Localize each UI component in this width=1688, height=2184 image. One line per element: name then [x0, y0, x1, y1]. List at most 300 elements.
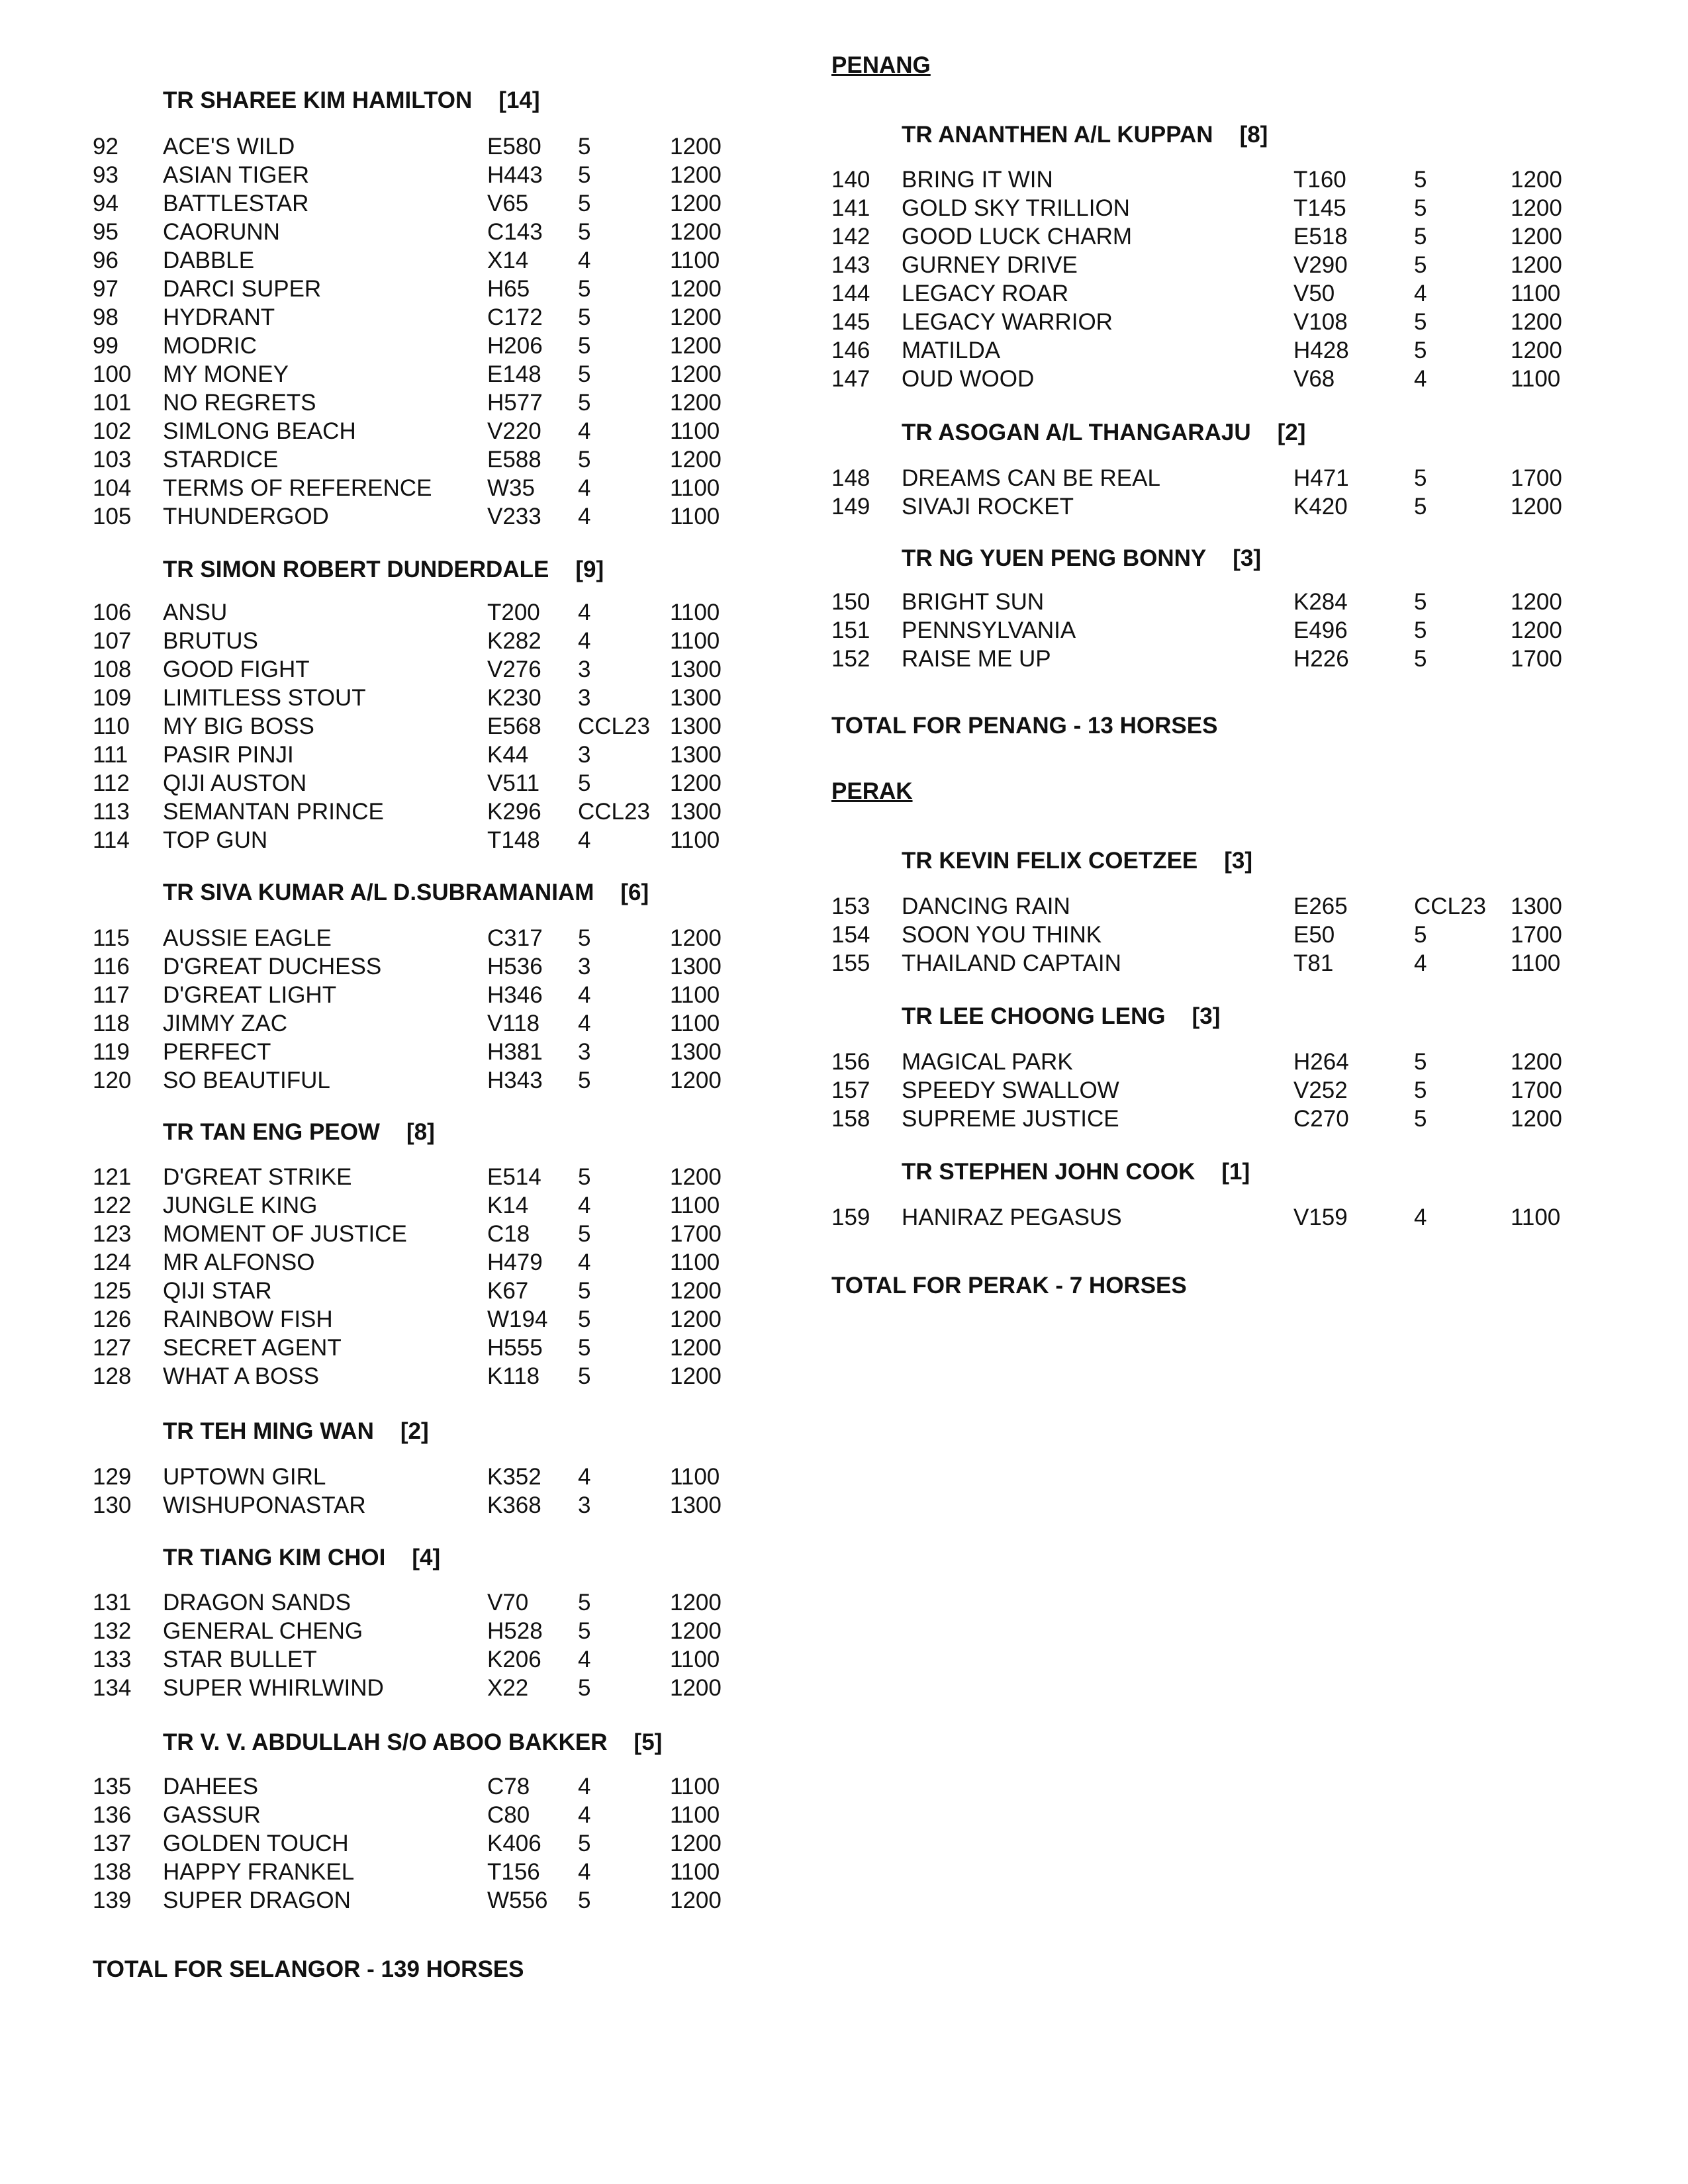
- horse-rating: 1200: [1511, 252, 1562, 278]
- horse-number: 149: [831, 494, 870, 520]
- horse-code: H346: [487, 982, 543, 1008]
- horse-age: 4: [578, 1464, 591, 1490]
- horse-age: 4: [578, 1011, 591, 1036]
- horse-name: SUPER DRAGON: [163, 1888, 351, 1913]
- horse-number: 120: [93, 1068, 132, 1093]
- trainer-heading: TR SIVA KUMAR A/L D.SUBRAMANIAM [6]: [163, 880, 649, 905]
- horse-rating: 1200: [670, 134, 722, 159]
- horse-code: C143: [487, 219, 543, 245]
- horse-rating: 1200: [670, 276, 722, 302]
- horse-number: 151: [831, 617, 870, 643]
- horse-name: TERMS OF REFERENCE: [163, 475, 432, 501]
- section-title-penang: PENANG: [831, 52, 931, 78]
- horse-name: TOP GUN: [163, 827, 268, 853]
- horse-rating: 1200: [670, 1888, 722, 1913]
- horse-row: [831, 892, 1626, 921]
- horse-code: H428: [1293, 338, 1349, 363]
- horse-number: 136: [93, 1802, 132, 1828]
- horse-rating: 1200: [670, 162, 722, 188]
- horse-age: 4: [578, 248, 591, 273]
- horse-age: 4: [1414, 1205, 1427, 1230]
- trainer-heading: TR STEPHEN JOHN COOK [1]: [902, 1159, 1250, 1185]
- trainer-heading: TR KEVIN FELIX COETZEE [3]: [902, 848, 1253, 874]
- horse-number: 134: [93, 1675, 132, 1701]
- horse-code: V220: [487, 418, 541, 444]
- horse-code: T200: [487, 600, 540, 625]
- horse-rating: 1100: [670, 982, 720, 1008]
- horse-code: H264: [1293, 1049, 1349, 1075]
- horse-rating: 1200: [1511, 1106, 1562, 1132]
- horse-age: 5: [578, 1831, 591, 1856]
- horse-number: 126: [93, 1306, 132, 1332]
- horse-rating: 1200: [670, 1363, 722, 1389]
- horse-code: T81: [1293, 950, 1334, 976]
- horse-code: H443: [487, 162, 543, 188]
- horse-row: [831, 921, 1626, 949]
- trainer-heading: TR LEE CHOONG LENG [3]: [902, 1003, 1221, 1029]
- trainer-heading: TR NG YUEN PENG BONNY [3]: [902, 545, 1262, 571]
- horse-age: 3: [578, 685, 591, 711]
- horse-number: 97: [93, 276, 118, 302]
- horse-number: 142: [831, 224, 870, 250]
- horse-rating: 1200: [670, 1306, 722, 1332]
- horse-row: [831, 1105, 1626, 1133]
- horse-number: 101: [93, 390, 132, 416]
- horse-name: BATTLESTAR: [163, 191, 309, 216]
- horse-row: [93, 1305, 821, 1334]
- horse-name: SEMANTAN PRINCE: [163, 799, 384, 825]
- total-penang: TOTAL FOR PENANG - 13 HORSES: [831, 713, 1218, 739]
- horse-code: V252: [1293, 1077, 1348, 1103]
- horse-number: 94: [93, 191, 118, 216]
- horse-name: GURNEY DRIVE: [902, 252, 1078, 278]
- horse-name: THAILAND CAPTAIN: [902, 950, 1121, 976]
- horse-name: STAR BULLET: [163, 1647, 317, 1672]
- horse-age: 4: [578, 1774, 591, 1799]
- horse-rating: 1200: [670, 925, 722, 951]
- horse-age: 5: [578, 1306, 591, 1332]
- horse-rating: 1300: [1511, 893, 1562, 919]
- horse-row: [831, 645, 1626, 673]
- horse-number: 141: [831, 195, 870, 221]
- horse-name: MATILDA: [902, 338, 1001, 363]
- horse-row: [93, 598, 821, 627]
- horse-code: X22: [487, 1675, 529, 1701]
- horse-row: [831, 1203, 1626, 1232]
- horse-code: V108: [1293, 309, 1348, 335]
- trainer-heading: TR SIMON ROBERT DUNDERDALE [9]: [163, 557, 604, 582]
- horse-code: K14: [487, 1193, 529, 1218]
- horse-row: [93, 1009, 821, 1038]
- horse-row: [831, 464, 1626, 492]
- horse-age: 5: [578, 1221, 591, 1247]
- horse-rating: 1200: [670, 304, 722, 330]
- horse-age: 5: [578, 1335, 591, 1361]
- horse-age: CCL23: [578, 713, 650, 739]
- horse-age: 5: [578, 219, 591, 245]
- horse-rating: 1200: [670, 447, 722, 473]
- horse-number: 110: [93, 713, 130, 739]
- horse-number: 125: [93, 1278, 132, 1304]
- trainer-heading: TR V. V. ABDULLAH S/O ABOO BAKKER [5]: [163, 1729, 663, 1755]
- horse-code: C18: [487, 1221, 530, 1247]
- horse-name: BRIGHT SUN: [902, 589, 1045, 615]
- horse-row: [93, 388, 821, 417]
- horse-rating: 1100: [670, 248, 720, 273]
- horse-row: [831, 165, 1626, 194]
- horse-name: GOLDEN TOUCH: [163, 1831, 349, 1856]
- horse-age: 5: [1414, 252, 1427, 278]
- horse-age: 5: [578, 1590, 591, 1615]
- horse-name: RAISE ME UP: [902, 646, 1051, 672]
- horse-rating: 1300: [670, 713, 722, 739]
- horse-number: 100: [93, 361, 132, 387]
- horse-age: 3: [578, 742, 591, 768]
- horse-row: [93, 1829, 821, 1858]
- horse-code: H555: [487, 1335, 543, 1361]
- horse-number: 148: [831, 465, 870, 491]
- horse-rating: 1300: [670, 685, 722, 711]
- horse-age: 3: [578, 954, 591, 979]
- horse-rating: 1100: [670, 600, 720, 625]
- horse-row: [93, 1066, 821, 1095]
- horse-rating: 1200: [670, 1335, 722, 1361]
- horse-age: 4: [578, 475, 591, 501]
- horse-code: H536: [487, 954, 543, 979]
- horse-age: 5: [1414, 195, 1427, 221]
- horse-name: OUD WOOD: [902, 366, 1035, 392]
- horse-number: 130: [93, 1492, 132, 1518]
- horse-rating: 1100: [670, 1250, 720, 1275]
- horse-row: [93, 275, 821, 303]
- horse-age: 5: [1414, 465, 1427, 491]
- horse-name: SUPREME JUSTICE: [902, 1106, 1119, 1132]
- horse-age: 5: [578, 1618, 591, 1644]
- horse-number: 135: [93, 1774, 132, 1799]
- horse-row: [831, 336, 1626, 365]
- horse-row: [93, 189, 821, 218]
- horse-code: V118: [487, 1011, 540, 1036]
- total-selangor: TOTAL FOR SELANGOR - 139 HORSES: [93, 1956, 524, 1982]
- horse-rating: 1200: [670, 1164, 722, 1190]
- horse-age: 5: [578, 1068, 591, 1093]
- horse-name: WHAT A BOSS: [163, 1363, 319, 1389]
- horse-rating: 1200: [1511, 617, 1562, 643]
- horse-rating: 1200: [670, 1675, 722, 1701]
- horse-code: E568: [487, 713, 541, 739]
- horse-row: [93, 627, 821, 655]
- horse-number: 114: [93, 827, 130, 853]
- horse-name: QIJI AUSTON: [163, 770, 307, 796]
- horse-rating: 1200: [670, 219, 722, 245]
- horse-code: H479: [487, 1250, 543, 1275]
- horse-name: JUNGLE KING: [163, 1193, 318, 1218]
- horse-number: 138: [93, 1859, 132, 1885]
- horse-number: 123: [93, 1221, 132, 1247]
- horse-number: 117: [93, 982, 130, 1008]
- horse-row: [93, 1362, 821, 1390]
- horse-name: NO REGRETS: [163, 390, 316, 416]
- horse-code: E518: [1293, 224, 1348, 250]
- horse-rating: 1200: [1511, 167, 1562, 193]
- horse-code: T160: [1293, 167, 1346, 193]
- horse-row: [93, 1588, 821, 1617]
- horse-row: [93, 161, 821, 189]
- horse-row: [831, 251, 1626, 279]
- horse-code: E514: [487, 1164, 541, 1190]
- horse-row: [831, 365, 1626, 393]
- horse-code: T156: [487, 1859, 540, 1885]
- horse-age: 5: [1414, 1049, 1427, 1075]
- horse-number: 144: [831, 281, 870, 306]
- horse-number: 147: [831, 366, 870, 392]
- horse-rating: 1300: [670, 657, 722, 682]
- horse-number: 127: [93, 1335, 132, 1361]
- horse-code: V70: [487, 1590, 529, 1615]
- horse-number: 105: [93, 504, 132, 529]
- horse-code: H65: [487, 276, 530, 302]
- horse-name: UPTOWN GIRL: [163, 1464, 326, 1490]
- horse-rating: 1100: [670, 1193, 720, 1218]
- horse-rating: 1200: [1511, 494, 1562, 520]
- horse-name: HYDRANT: [163, 304, 275, 330]
- horse-name: MOMENT OF JUSTICE: [163, 1221, 407, 1247]
- horse-age: 3: [578, 1039, 591, 1065]
- horse-row: [831, 1076, 1626, 1105]
- horse-name: SECRET AGENT: [163, 1335, 342, 1361]
- horse-number: 111: [93, 742, 128, 768]
- horse-row: [93, 1038, 821, 1066]
- horse-rating: 1100: [670, 418, 720, 444]
- horse-number: 118: [93, 1011, 130, 1036]
- horse-name: DABBLE: [163, 248, 255, 273]
- horse-number: 132: [93, 1618, 132, 1644]
- horse-age: 5: [578, 447, 591, 473]
- horse-row: [93, 417, 821, 445]
- horse-row: [93, 303, 821, 332]
- horse-row: [831, 492, 1626, 521]
- horse-rating: 1100: [1511, 281, 1561, 306]
- horse-row: [831, 194, 1626, 222]
- horse-number: 139: [93, 1888, 132, 1913]
- horse-code: K296: [487, 799, 541, 825]
- horse-code: C78: [487, 1774, 530, 1799]
- horse-code: X14: [487, 248, 529, 273]
- horse-code: K206: [487, 1647, 541, 1672]
- horse-age: 5: [578, 333, 591, 359]
- horse-rating: 1200: [670, 1618, 722, 1644]
- horse-name: PERFECT: [163, 1039, 271, 1065]
- horse-number: 116: [93, 954, 130, 979]
- horse-name: DAHEES: [163, 1774, 258, 1799]
- horse-age: CCL23: [578, 799, 650, 825]
- horse-number: 128: [93, 1363, 132, 1389]
- horse-code: V50: [1293, 281, 1335, 306]
- horse-age: 5: [1414, 646, 1427, 672]
- horse-code: C172: [487, 304, 543, 330]
- horse-number: 99: [93, 333, 118, 359]
- horse-code: V276: [487, 657, 541, 682]
- horse-rating: 1100: [670, 1647, 720, 1672]
- trainer-heading: TR SHAREE KIM HAMILTON [14]: [163, 87, 540, 113]
- horse-row: [831, 308, 1626, 336]
- horse-number: 143: [831, 252, 870, 278]
- horse-rating: 1200: [1511, 1049, 1562, 1075]
- horse-code: E496: [1293, 617, 1348, 643]
- horse-row: [93, 741, 821, 769]
- horse-name: GOLD SKY TRILLION: [902, 195, 1130, 221]
- horse-code: H471: [1293, 465, 1349, 491]
- horse-row: [93, 445, 821, 474]
- horse-age: 5: [578, 162, 591, 188]
- horse-code: V65: [487, 191, 529, 216]
- horse-number: 96: [93, 248, 118, 273]
- horse-name: BRING IT WIN: [902, 167, 1053, 193]
- horse-code: H528: [487, 1618, 543, 1644]
- horse-rating: 1300: [670, 1039, 722, 1065]
- horse-code: V511: [487, 770, 540, 796]
- horse-code: H343: [487, 1068, 543, 1093]
- trainer-heading: TR TEH MING WAN [2]: [163, 1418, 429, 1444]
- horse-name: PASIR PINJI: [163, 742, 294, 768]
- horse-age: 5: [1414, 1106, 1427, 1132]
- horse-rating: 1200: [670, 333, 722, 359]
- horse-age: 5: [1414, 617, 1427, 643]
- horse-rating: 1100: [670, 504, 720, 529]
- horse-code: C80: [487, 1802, 530, 1828]
- horse-rating: 1100: [670, 1774, 720, 1799]
- horse-rating: 1700: [1511, 646, 1562, 672]
- horse-name: HANIRAZ PEGASUS: [902, 1205, 1122, 1230]
- horse-rating: 1200: [670, 361, 722, 387]
- horse-name: DREAMS CAN BE REAL: [902, 465, 1160, 491]
- horse-name: DANCING RAIN: [902, 893, 1070, 919]
- horse-row: [93, 360, 821, 388]
- horse-rating: 1100: [1511, 366, 1561, 392]
- horse-number: 103: [93, 447, 132, 473]
- horse-rating: 1100: [670, 1011, 720, 1036]
- horse-age: 4: [1414, 281, 1427, 306]
- horse-code: K352: [487, 1464, 541, 1490]
- horse-code: E580: [487, 134, 541, 159]
- horse-code: W35: [487, 475, 535, 501]
- horse-age: 5: [578, 276, 591, 302]
- horse-rating: 1200: [1511, 224, 1562, 250]
- horse-code: V68: [1293, 366, 1335, 392]
- horse-code: V233: [487, 504, 541, 529]
- horse-name: LEGACY ROAR: [902, 281, 1069, 306]
- horse-number: 154: [831, 922, 870, 948]
- horse-code: V290: [1293, 252, 1348, 278]
- horse-age: 4: [578, 1193, 591, 1218]
- horse-code: E50: [1293, 922, 1335, 948]
- horse-age: 5: [1414, 309, 1427, 335]
- total-perak: TOTAL FOR PERAK - 7 HORSES: [831, 1273, 1187, 1298]
- horse-name: MY BIG BOSS: [163, 713, 314, 739]
- horse-age: 5: [1414, 922, 1427, 948]
- horse-name: GENERAL CHENG: [163, 1618, 363, 1644]
- horse-rating: 1700: [1511, 465, 1562, 491]
- horse-code: C317: [487, 925, 543, 951]
- horse-name: GOOD LUCK CHARM: [902, 224, 1133, 250]
- horse-age: 5: [578, 925, 591, 951]
- horse-rating: 1200: [1511, 338, 1562, 363]
- horse-rating: 1100: [670, 628, 720, 654]
- horse-age: 5: [578, 1675, 591, 1701]
- horse-row: [93, 1617, 821, 1645]
- horse-number: 113: [93, 799, 130, 825]
- horse-age: 5: [578, 361, 591, 387]
- horse-number: 152: [831, 646, 870, 672]
- horse-name: QIJI STAR: [163, 1278, 272, 1304]
- horse-rating: 1300: [670, 799, 722, 825]
- horse-rating: 1300: [670, 954, 722, 979]
- horse-row: [93, 826, 821, 854]
- horse-rating: 1200: [670, 1068, 722, 1093]
- horse-age: 5: [1414, 167, 1427, 193]
- horse-row: [831, 616, 1626, 645]
- horse-number: 129: [93, 1464, 132, 1490]
- horse-code: H381: [487, 1039, 543, 1065]
- horse-row: [93, 1277, 821, 1305]
- horse-code: K368: [487, 1492, 541, 1518]
- horse-row: [93, 952, 821, 981]
- horse-number: 95: [93, 219, 118, 245]
- horse-code: T148: [487, 827, 540, 853]
- horse-rating: 1100: [670, 827, 720, 853]
- horse-number: 122: [93, 1193, 132, 1218]
- horse-name: BRUTUS: [163, 628, 258, 654]
- horse-code: W556: [487, 1888, 548, 1913]
- horse-age: 4: [578, 1647, 591, 1672]
- horse-age: 3: [578, 1492, 591, 1518]
- horse-row: [93, 1334, 821, 1362]
- horse-rating: 1200: [670, 390, 722, 416]
- horse-age: 4: [578, 1859, 591, 1885]
- horse-number: 119: [93, 1039, 130, 1065]
- horse-rating: 1200: [1511, 195, 1562, 221]
- horse-age: 4: [578, 418, 591, 444]
- horse-number: 115: [93, 925, 130, 951]
- horse-row: [93, 1645, 821, 1674]
- horse-code: V159: [1293, 1205, 1348, 1230]
- horse-rating: 1100: [670, 1802, 720, 1828]
- horse-row: [93, 1674, 821, 1702]
- horse-row: [93, 924, 821, 952]
- horse-age: 5: [578, 134, 591, 159]
- horse-row: [93, 1858, 821, 1886]
- horse-rating: 1200: [670, 1590, 722, 1615]
- horse-rating: 1200: [1511, 589, 1562, 615]
- horse-age: 5: [578, 191, 591, 216]
- horse-code: K284: [1293, 589, 1348, 615]
- horse-row: [93, 1463, 821, 1491]
- horse-number: 156: [831, 1049, 870, 1075]
- horse-age: 4: [1414, 366, 1427, 392]
- horse-name: WISHUPONASTAR: [163, 1492, 366, 1518]
- horse-number: 153: [831, 893, 870, 919]
- horse-age: 4: [578, 827, 591, 853]
- horse-number: 93: [93, 162, 118, 188]
- horse-number: 137: [93, 1831, 132, 1856]
- horse-rating: 1700: [1511, 922, 1562, 948]
- horse-name: DARCI SUPER: [163, 276, 322, 302]
- horse-rating: 1300: [670, 1492, 722, 1518]
- trainer-heading: TR TIANG KIM CHOI [4]: [163, 1545, 441, 1570]
- section-title-perak: PERAK: [831, 778, 913, 804]
- horse-name: SIMLONG BEACH: [163, 418, 356, 444]
- horse-number: 150: [831, 589, 870, 615]
